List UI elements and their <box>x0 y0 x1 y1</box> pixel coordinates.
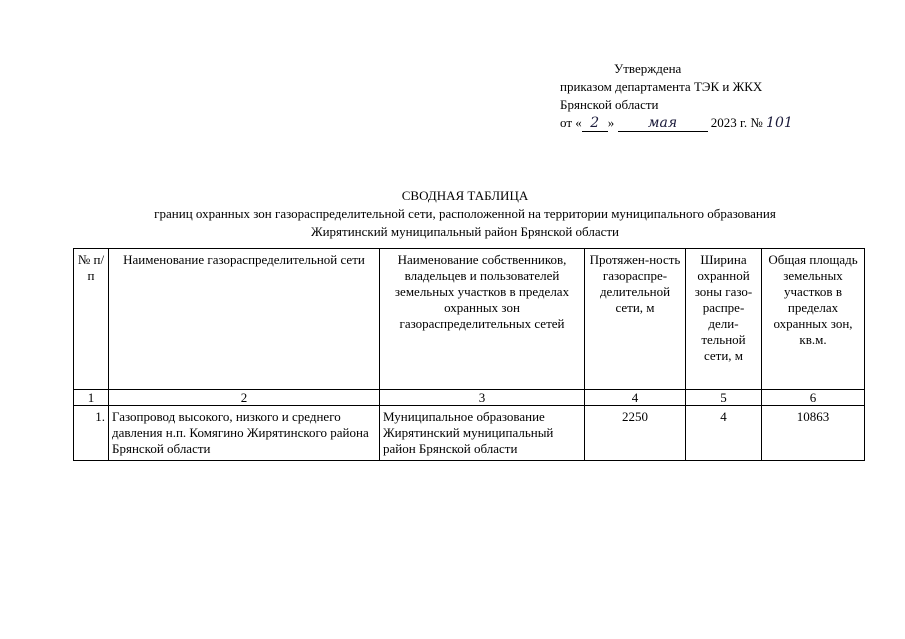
date-year: 2023 г. <box>710 115 748 130</box>
row-network-name: Газопровод высокого, низкого и среднего давления н.п. Комягино Жирятинского района Брянской области <box>109 406 380 461</box>
header-owners: Наименование собственников, владельцев и пользователей земельных участков в пределах охранных зон газораспределительных сетей <box>380 249 585 390</box>
header-total-area: Общая площадь земельных участков в пределах охранных зон, кв.м. <box>762 249 865 390</box>
row-length: 2250 <box>585 406 686 461</box>
header-num: № п/п <box>74 249 109 390</box>
summary-table <box>73 248 865 461</box>
table-header-row <box>74 249 865 390</box>
row-zone-width: 4 <box>686 406 762 461</box>
table-row <box>74 406 865 461</box>
date-day: 2 <box>582 116 608 132</box>
column-number: 4 <box>585 390 686 406</box>
approval-title: Утверждена <box>614 61 682 76</box>
document-subtitle-region: Жирятинский муниципальный район Брянской области <box>310 224 620 239</box>
column-number: 5 <box>686 390 762 406</box>
document-title-block <box>70 187 860 241</box>
column-number-row <box>74 390 865 406</box>
document-subtitle: границ охранных зон газораспределительной сети, расположенной на территории муниципального образования <box>154 206 776 221</box>
approval-region: Брянской области <box>560 97 659 112</box>
document-title: СВОДНАЯ ТАБЛИЦА <box>401 188 529 203</box>
number-label: № <box>750 115 763 130</box>
approval-date-line <box>560 114 793 132</box>
approval-block <box>560 60 793 132</box>
date-quote-close: » <box>607 115 615 130</box>
header-network-name: Наименование газораспределительной сети <box>109 249 380 390</box>
row-total-area: 10863 <box>762 406 865 461</box>
row-num: 1. <box>74 406 109 461</box>
column-number: 1 <box>74 390 109 406</box>
row-owners: Муниципальное образование Жирятинский муниципальный район Брянской области <box>380 406 585 461</box>
date-month: мая <box>618 116 708 132</box>
approval-authority: приказом департамента ТЭК и ЖКХ <box>560 79 763 94</box>
date-prefix: от « <box>560 115 582 130</box>
column-number: 2 <box>109 390 380 406</box>
order-number: 101 <box>766 115 793 131</box>
header-zone-width: Ширина охранной зоны газо-распре-дели-тельной сети, м <box>686 249 762 390</box>
column-number: 6 <box>762 390 865 406</box>
header-length: Протяжен-ность газораспре-делительной сети, м <box>585 249 686 390</box>
column-number: 3 <box>380 390 585 406</box>
